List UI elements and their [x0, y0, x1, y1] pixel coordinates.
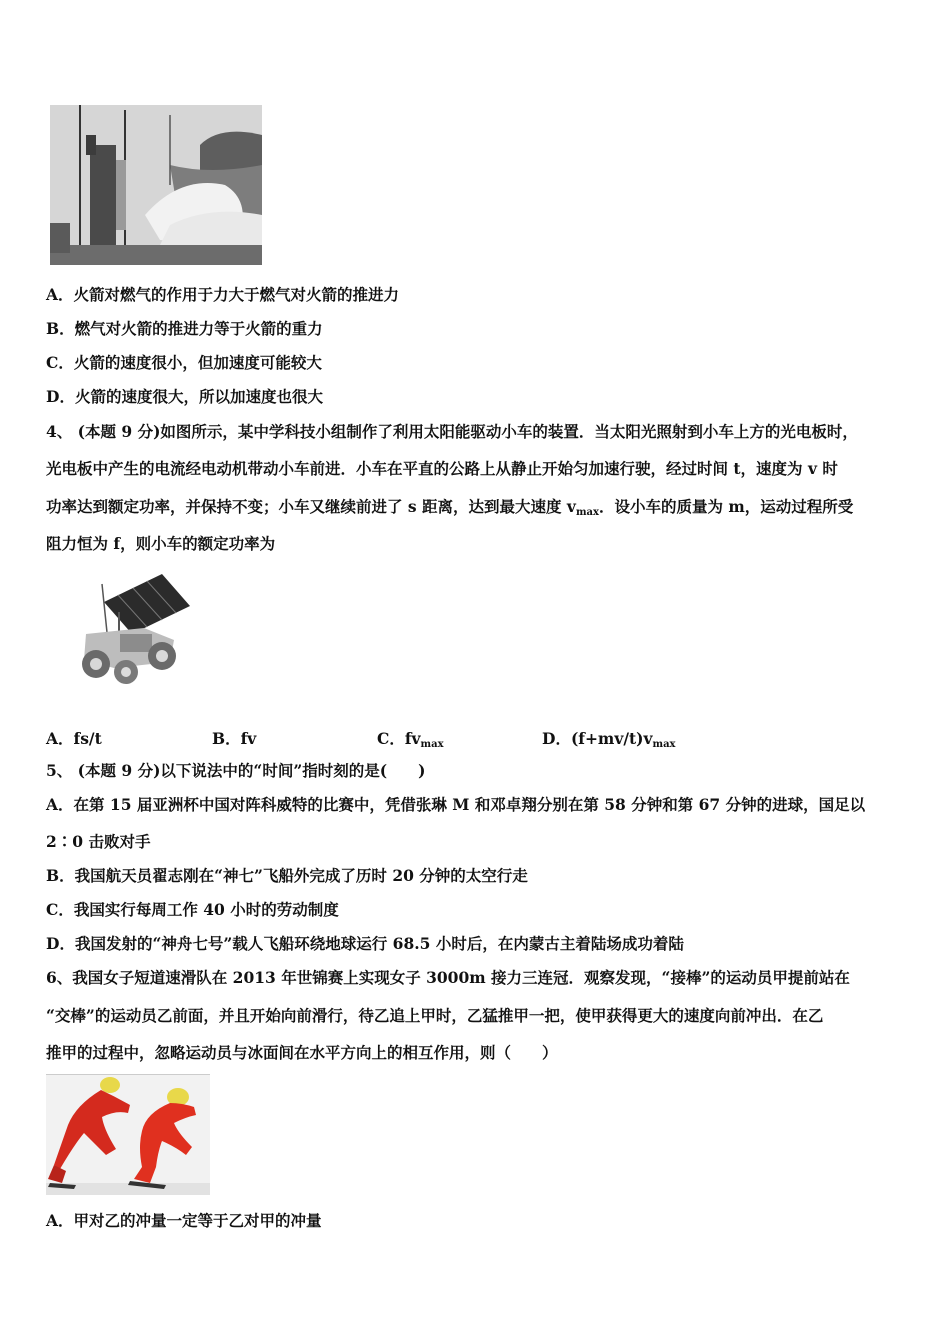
q4-stem-line-4: 阻力恒为 f，则小车的额定功率为: [46, 534, 276, 553]
q5-option-a-line-2: 2∶0 击败对手: [46, 832, 151, 851]
q4-line3-post: ．设小车的质量为 m，运动过程所受: [598, 497, 854, 516]
q4-line3-pre: 功率达到额定功率，并保持不变；小车又继续前进了 s 距离，达到最大速度 v: [46, 497, 576, 516]
q3-option-c: C．火箭的速度很小，但加速度可能较大: [46, 353, 322, 372]
q5-option-c: C．我国实行每周工作 40 小时的劳动制度: [46, 900, 339, 919]
q5-option-b: B．我国航天员翟志刚在“神七”飞船外完成了历时 20 分钟的太空行走: [46, 866, 528, 885]
q4-stem-line-2: 光电板中产生的电流经电动机带动小车前进．小车在平直的公路上从静止开始匀加速行驶，经过时间 t，速度为 v 时: [46, 459, 838, 478]
q4-option-c: [377, 727, 444, 750]
q4-option-c-sub: max: [420, 739, 444, 750]
q6-stem-line-2: “交棒”的运动员乙前面，并且开始向前滑行，待乙追上甲时，乙猛推甲一把，使甲获得更大的速度向前冲出．在乙: [46, 1006, 824, 1025]
q4-option-a: A．fs/t: [46, 729, 102, 748]
q4-stem-line-1: 4、 (本题 9 分)如图所示，某中学科技小组制作了利用太阳能驱动小车的装置．当太阳光照射到小车上方的光电板时，: [46, 422, 858, 441]
rocket-launch-drawing: [50, 105, 262, 265]
q6-stem-line-3: 推甲的过程中，忽略运动员与冰面间在水平方向上的相互作用，则（ ）: [46, 1043, 558, 1062]
q4-stem-line-3: [46, 497, 853, 523]
q5-option-d: D．我国发射的“神舟七号”载人飞船环绕地球运行 68.5 小时后，在内蒙古主着陆场成功着陆: [46, 934, 684, 953]
q4-option-b: B．fv: [212, 729, 257, 748]
q4-option-c-text: C．fv: [377, 729, 421, 748]
solar-car-figure: [74, 572, 192, 690]
q5-option-a-line-1: A．在第 15 届亚洲杯中国对阵科威特的比赛中，凭借张琳 M 和邓卓翔分别在第 58 分钟和第 67 分钟的进球，国足以: [46, 795, 866, 814]
speed-skaters-drawing: [46, 1075, 210, 1195]
q3-option-a: A．火箭对燃气的作用于力大于燃气对火箭的推进力: [46, 285, 400, 304]
q4-line3-sub: max: [575, 507, 599, 518]
speed-skaters-figure: [46, 1074, 210, 1195]
q4-option-d-sub: max: [652, 739, 676, 750]
rocket-launch-figure: [50, 105, 262, 265]
q6-option-a: A．甲对乙的冲量一定等于乙对甲的冲量: [46, 1211, 322, 1230]
q6-stem-line-1: 6、我国女子短道速滑队在 2013 年世锦赛上实现女子 3000m 接力三连冠．观察发现，“接棒”的运动员甲提前站在: [46, 968, 850, 987]
solar-car-drawing: [74, 572, 192, 690]
q3-option-d: D．火箭的速度很大，所以加速度也很大: [46, 387, 323, 406]
q4-option-d-text: D．(f+mv/t)v: [542, 729, 653, 748]
q4-option-d: [542, 727, 676, 750]
q5-stem: 5、 (本题 9 分)以下说法中的“时间”指时刻的是( ): [46, 761, 426, 780]
q3-option-b: B．燃气对火箭的推进力等于火箭的重力: [46, 319, 323, 338]
